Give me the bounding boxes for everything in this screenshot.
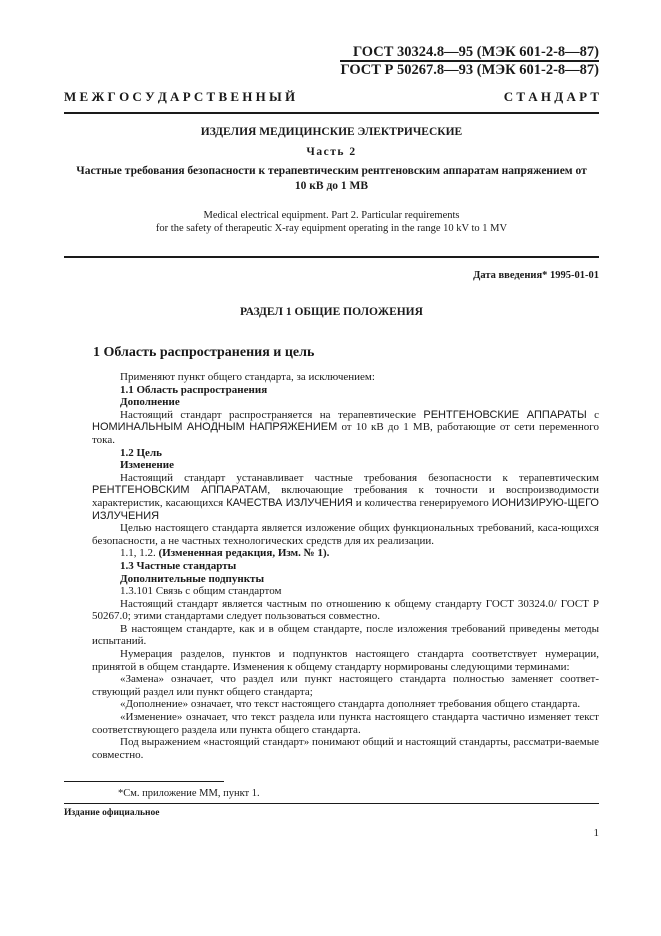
heading-scope: 1 Область распространения и цель: [93, 345, 315, 360]
title-block: [64, 126, 599, 235]
text: 1.1, 1.2.: [120, 547, 159, 560]
text: Настоящий стандарт распространяется на терапевтические: [120, 408, 424, 421]
subheading: Изменение: [120, 459, 174, 472]
document-title: ИЗДЕЛИЯ МЕДИЦИНСКИЕ ЭЛЕКТРИЧЕСКИЕ: [200, 126, 463, 138]
term: КАЧЕСТВА ИЗЛУЧЕНИЯ: [226, 496, 353, 509]
english-title-line: Medical electrical equipment. Part 2. Particular requirements: [203, 210, 460, 221]
standard-code-gost: ГОСТ 30324.8—95 (МЭК 601-2-8—87): [352, 44, 599, 60]
interstate-word: М Е Ж Г О С У Д А Р С Т В Е Н Н Ы Й: [64, 89, 296, 104]
paragraph: В настоящем стандарте, как и в общем стандарте, после изложения требований приведены методы испытаний.: [92, 622, 599, 648]
paragraph: 1.3.101 Связь с общим стандартом: [120, 585, 282, 598]
footnote: *См. приложение ММ, пункт 1.: [118, 788, 260, 799]
paragraph: Нумерация разделов, пунктов и подпунктов настоящего стандарта соответствует нумерации, принятой в общем стандарте. Изменения к общему стандарту нормированы следующими терминами:: [92, 648, 599, 673]
subheading: 1.3 Частные стандарты: [120, 559, 237, 572]
text: , включающие требования к точности и воспроизводимости характеристик, касающихся: [92, 484, 600, 509]
footer-rule: [64, 803, 599, 804]
subheading: Дополнение: [120, 396, 180, 409]
english-title: [64, 209, 599, 235]
standard-code-gost-r: ГОСТ Р 50267.8—93 (МЭК 601-2-8—87): [340, 62, 599, 78]
standard-codes: [340, 45, 599, 78]
text: с: [586, 408, 599, 421]
date-of-introduction: Дата введения* 1995-01-01: [473, 270, 599, 281]
section-title: РАЗДЕЛ 1 ОБЩИЕ ПОЛОЖЕНИЯ: [240, 306, 423, 318]
amendment-note: (Измененная редакция, Изм. № 1).: [158, 547, 330, 560]
paragraph: «Изменение» означает, что текст раздела или пункта настоящего стандарта частично изменяет текст соответствующего раздела или пункта общего стандарта.: [92, 711, 599, 736]
body-text: [92, 371, 599, 761]
document-subtitle: Частные требования безопасности к терапевтическим рентгеновским аппаратам напряжением от 10 кВ до 1 МВ: [76, 165, 587, 192]
document-part: Часть 2: [306, 146, 357, 158]
subheading: 1.1 Область распространения: [120, 383, 268, 396]
term: ИОНИЗИРУЮ-ЩЕГО ИЗЛУЧЕНИЯ: [92, 496, 599, 522]
paragraph: Целью настоящего стандарта является изложение общих функциональных требований, каса-ющихся безопасности, а не частных технологических средств для их реализации.: [92, 522, 599, 547]
paragraph: Настоящий стандарт является частным по отношению к общему стандарту ГОСТ 30324.0/ ГОСТ Р 50267.0; этими стандартами следует пользоваться совместно.: [92, 597, 599, 623]
paragraph: «Замена» означает, что раздел или пункт настоящего стандарта полностью заменяет соответ-ствующий раздел или пункт общего стандарта;: [92, 673, 599, 698]
subheading: Дополнительные подпункты: [120, 572, 265, 585]
paragraph: [92, 547, 599, 560]
term: РЕНТГЕНОВСКИЕ АППАРАТЫ: [423, 408, 587, 421]
header-rule: [64, 112, 599, 114]
paragraph: [92, 409, 599, 447]
text: Настоящий стандарт устанавливает частные требования безопасности к терапевтическим: [120, 471, 599, 484]
footnote-rule: [64, 781, 224, 782]
official-edition-label: Издание официальное: [64, 808, 160, 818]
english-title-line: for the safety of therapeutic X-ray equipment operating in the range 10 kV to 1 MV: [155, 223, 508, 234]
term: НОМИНАЛЬНЫМ АНОДНЫМ НАПРЯЖЕНИЕМ: [92, 421, 338, 434]
term: РЕНТГЕНОВСКИМ АППАРАТАМ: [92, 484, 268, 497]
paragraph: Под выражением «настоящий стандарт» понимают общий и настоящий стандарты, рассматри-ваемые совместно.: [92, 736, 599, 761]
page-number: 1: [593, 827, 599, 839]
interstate-standard-banner: [64, 89, 599, 105]
text: и количества генерируемого: [352, 496, 492, 509]
paragraph: «Дополнение» означает, что текст настоящего стандарта дополняет требования общего стандарта.: [120, 698, 581, 711]
title-rule: [64, 256, 599, 258]
paragraph: Применяют пункт общего стандарта, за исключением:: [120, 371, 375, 383]
standard-word: С Т А Н Д А Р Т: [503, 89, 599, 104]
paragraph: [92, 472, 599, 522]
subheading: 1.2 Цель: [120, 446, 162, 459]
text: от 10 кВ до 1 МВ, работающие от сети переменного тока.: [92, 421, 600, 446]
